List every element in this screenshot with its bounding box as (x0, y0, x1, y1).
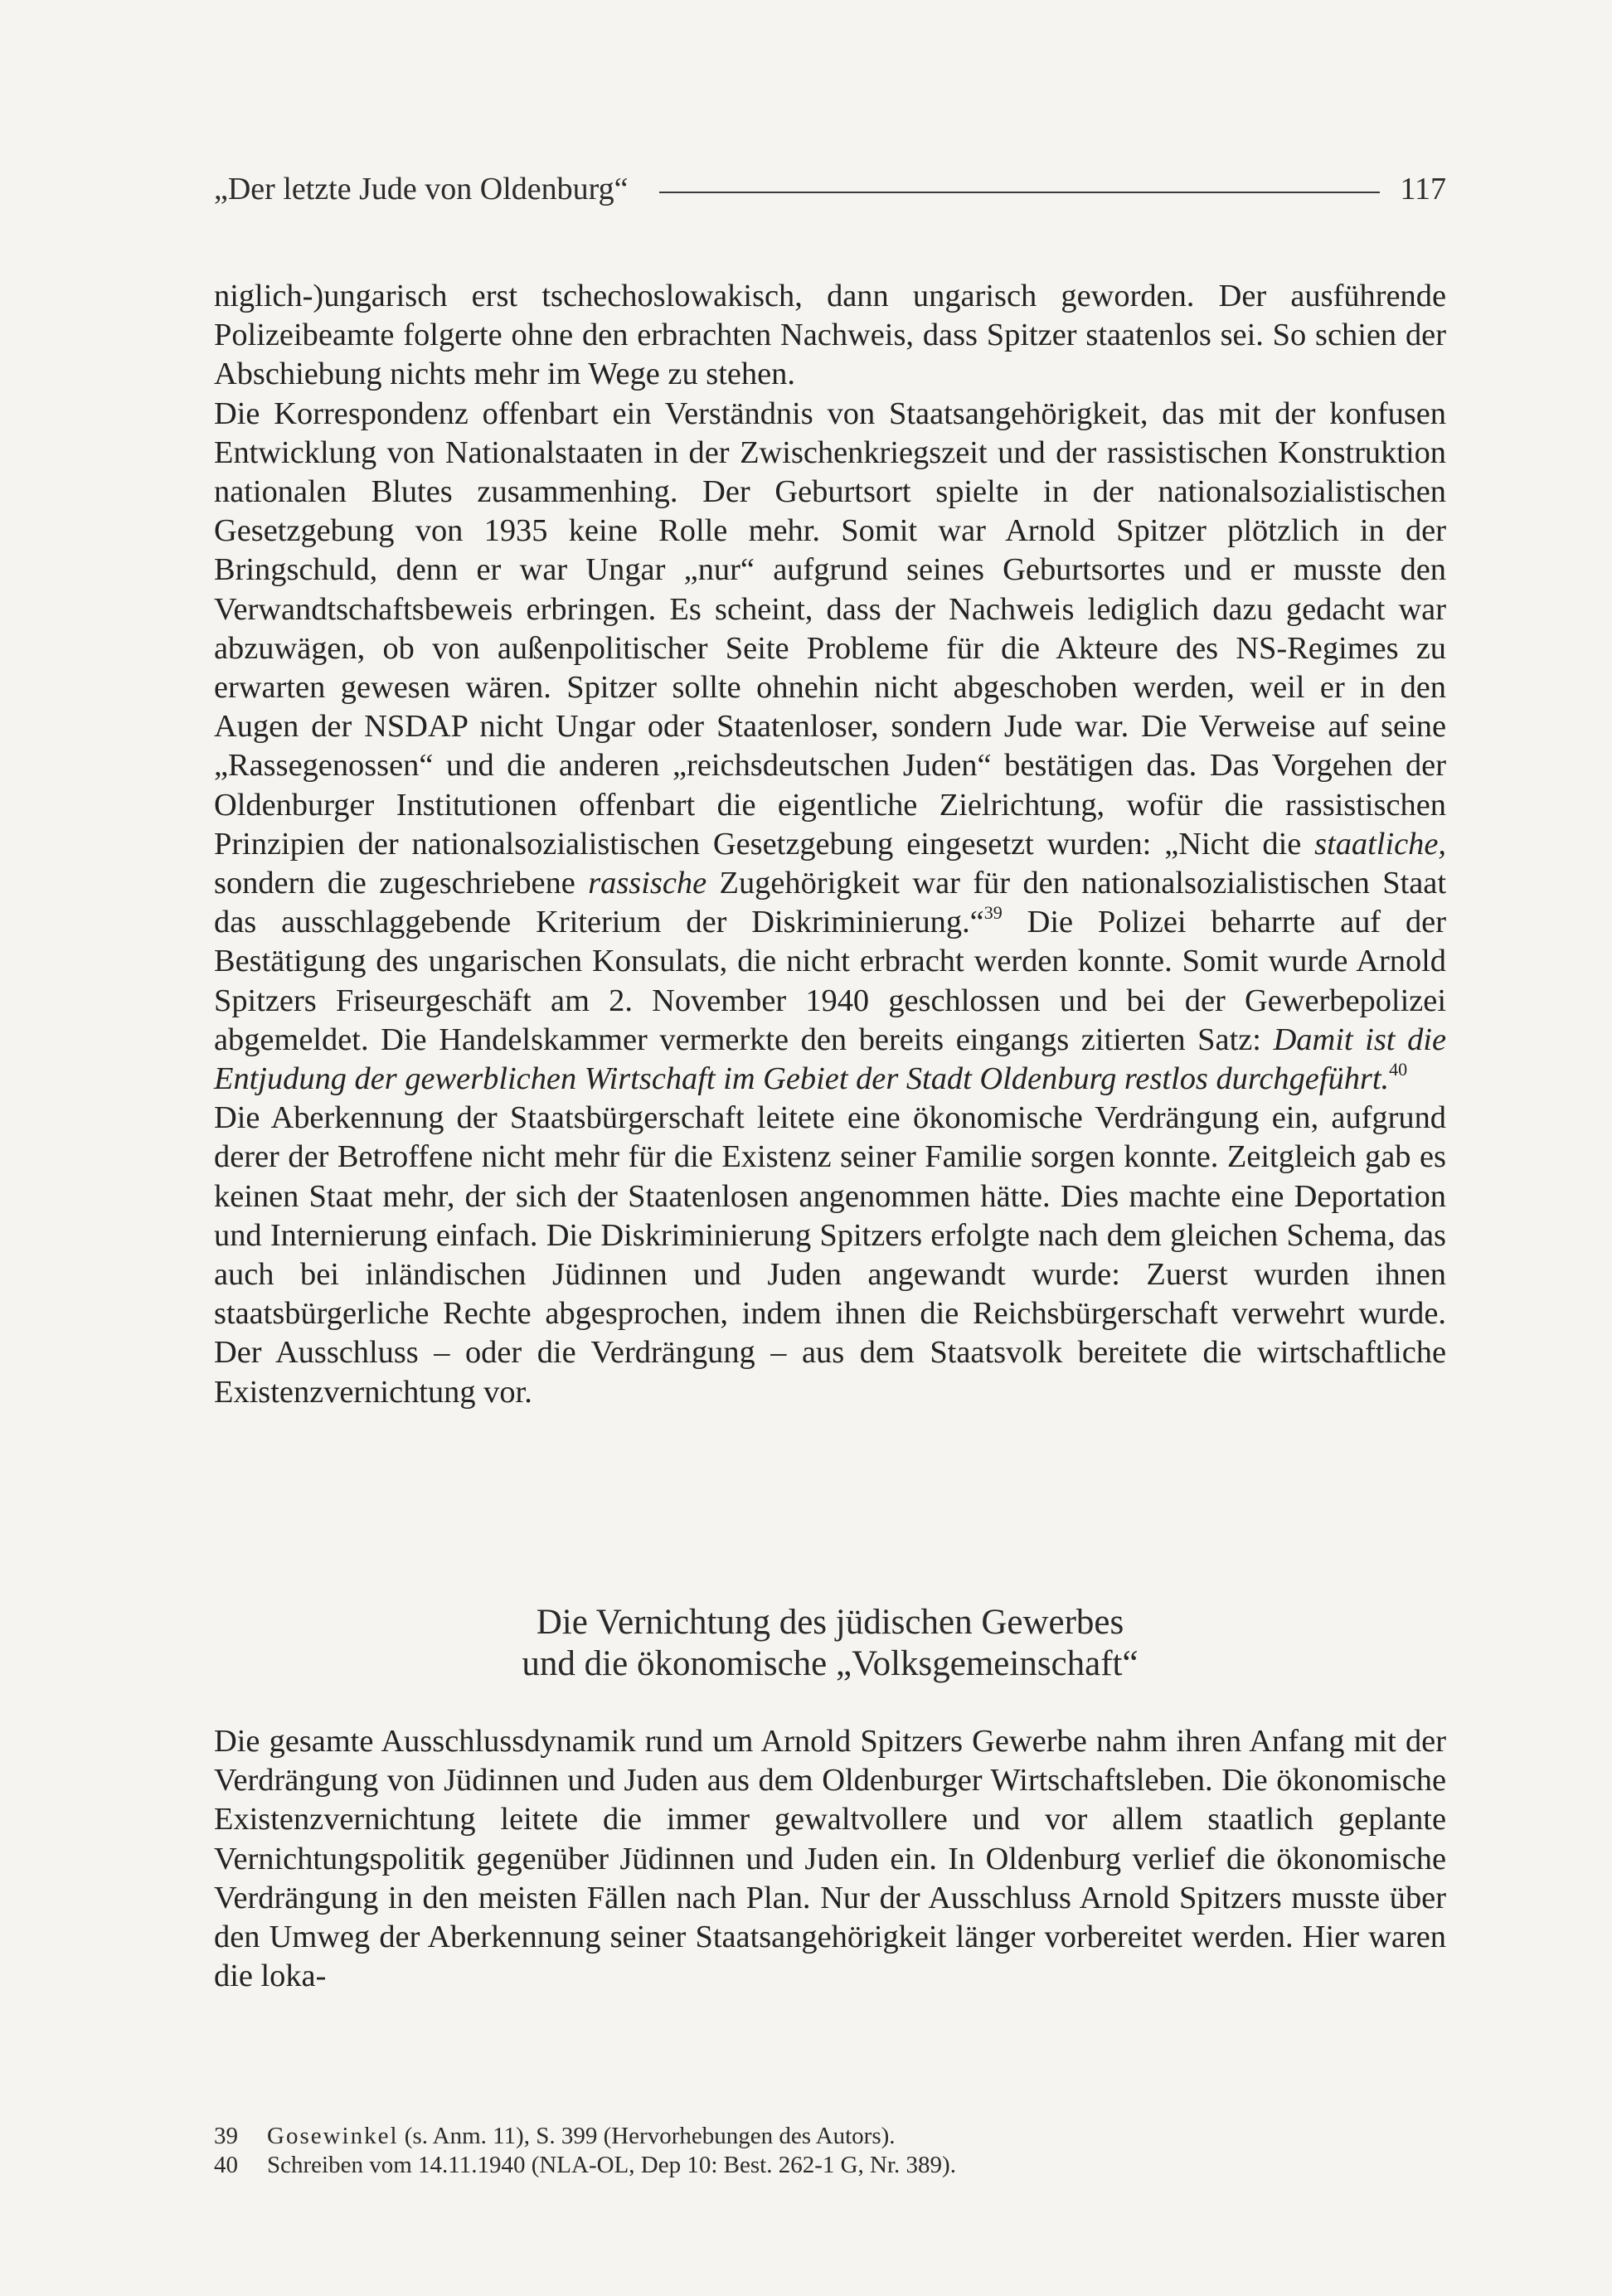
emphasis-rassische: rassische (588, 866, 707, 901)
paragraph-4: Die gesamte Ausschlussdynamik rund um Arnold Spitzers Gewerbe nahm ihren Anfang mit der Verdrängung von Jüdinnen und Juden aus dem Oldenburger Wirtschaftsleben. Die ökonomische Existenzvernichtung leitete die immer gewaltvollere und vor allem staatlich geplante Vernichtungspolitik gegenüber Jüdinnen und Juden ein. In Oldenburg verlief die ökonomische Verdrängung in den meisten Fällen nach Plan. Nur der Ausschluss Arnold Spitzers musste über den Umweg der Aberkennung seiner Staatsangehörigkeit länger vorbereitet werden. Hier waren die loka- (214, 1724, 1446, 1994)
emphasis-staatliche: staatliche, (1314, 826, 1446, 862)
page-number: 117 (1400, 172, 1446, 206)
paragraph-2-part-c: Zugehörigkeit war für den nationalsozialistischen Staat das ausschlaggebende Kriterium der Diskriminierung.“ (214, 866, 1446, 940)
emphasis-quote: Damit ist die Entjudung der gewerblichen Wirtschaft im Gebiet der Stadt Oldenburg restlos durchgeführt. (214, 1022, 1446, 1097)
footnote-ref-40: 40 (1389, 1059, 1408, 1080)
paragraph-2 (214, 395, 1446, 1099)
footnote-text (267, 2122, 896, 2151)
section-heading (214, 1602, 1446, 1685)
footnote-author: Gosewinkel (267, 2123, 399, 2149)
footnote-ref-39: 39 (983, 902, 1003, 924)
section-heading-line-2: und die ökonomische „Volksgemeinschaft“ (522, 1644, 1139, 1683)
footnote-text: Schreiben vom 14.11.1940 (NLA-OL, Dep 10: Best. 262-1 G, Nr. 389). (267, 2152, 956, 2178)
paragraph-3: Die Aberkennung der Staatsbürgerschaft leitete eine ökonomische Verdrängung ein, aufgrund derer der Betroffene nicht mehr für die Existenz seiner Familie sorgen konnte. Zeitgleich gab es keinen Staat mehr, der sich der Staatenlosen angenommen hätte. Dies machte eine Deportation und Internierung einfach. Die Diskriminierung Spitzers erfolgte nach dem gleichen Schema, das auch bei inländischen Jüdinnen und Juden angewandt wurde: Zuerst wurden ihnen staatsbürgerliche Rechte abgesprochen, indem ihnen die Reichsbürgerschaft verwehrt wurde. Der Ausschluss – oder die Verdrängung – aus dem Staatsvolk bereitete die wirtschaftliche Existenzvernichtung vor. (214, 1100, 1446, 1410)
paragraph-2-part-d: Die Polizei beharrte auf der Bestätigung des ungarischen Konsulats, die nicht erbracht werden konnte. Somit wurde Arnold Spitzers Friseurgeschäft am 2. November 1940 geschlossen und bei der Gewerbepolizei abgemeldet. Die Handelskammer vermerkte den bereits eingangs zitierten Satz: (214, 905, 1447, 1057)
header-rule (659, 192, 1380, 193)
paragraph-2-part-b: sondern die zugeschriebene (214, 866, 589, 901)
section-heading-line-1: Die Vernichtung des jüdischen Gewerbes (536, 1603, 1124, 1642)
paragraph-1: niglich-)ungarisch erst tschechoslowakisch, dann ungarisch geworden. Der ausführende Polizeibeamte folgerte ohne den erbrachten Nachweis, dass Spitzer staatenlos sei. So schien der Abschiebung nichts mehr im Wege zu stehen. (214, 279, 1446, 392)
footnote-40 (214, 2151, 1446, 2180)
footnote-number: 39 (214, 2123, 238, 2149)
body-text-bottom (214, 1722, 1446, 1996)
running-header (214, 163, 1446, 216)
running-title: „Der letzte Jude von Oldenburg“ (214, 172, 629, 206)
footnote-39 (214, 2122, 1446, 2151)
body-text-top (214, 277, 1446, 1412)
paragraph-2-part-a: Die Korrespondenz offenbart ein Verständnis von Staatsangehörigkeit, das mit der konfusen Entwicklung von Nationalstaaten in der Zwischenkriegszeit und der rassistischen Konstruktion nationalen Blutes zusammenhing. Der Geburtsort spielte in der nationalsozialistischen Gesetzgebung von 1935 keine Rolle mehr. Somit war Arnold Spitzer plötzlich in der Bringschuld, denn er war Ungar „nur“ aufgrund seines Geburtsortes und er musste den Verwandtschaftsbeweis erbringen. Es scheint, dass der Nachweis lediglich dazu gedacht war abzuwägen, ob von außenpolitischer Seite Probleme für die Akteure des NS-Regimes zu erwarten gewesen wären. Spitzer sollte ohnehin nicht abgeschoben werden, weil er in den Augen der NSDAP nicht Ungar oder Staatenloser, sondern Jude war. Die Verweise auf seine „Rassegenossen“ und die anderen „reichsdeutschen Juden“ bestätigen das. Das Vorgehen der Oldenburger Institutionen offenbart die eigentliche Zielrichtung, wofür die rassistischen Prinzipien der nationalsozialistischen Gesetzgebung eingesetzt wurden: „Nicht die (214, 396, 1446, 862)
footnote-body: (s. Anm. 11), S. 399 (Hervorhebungen des Autors). (398, 2123, 896, 2149)
footnote-number: 40 (214, 2152, 238, 2178)
footnotes (214, 2122, 1446, 2180)
